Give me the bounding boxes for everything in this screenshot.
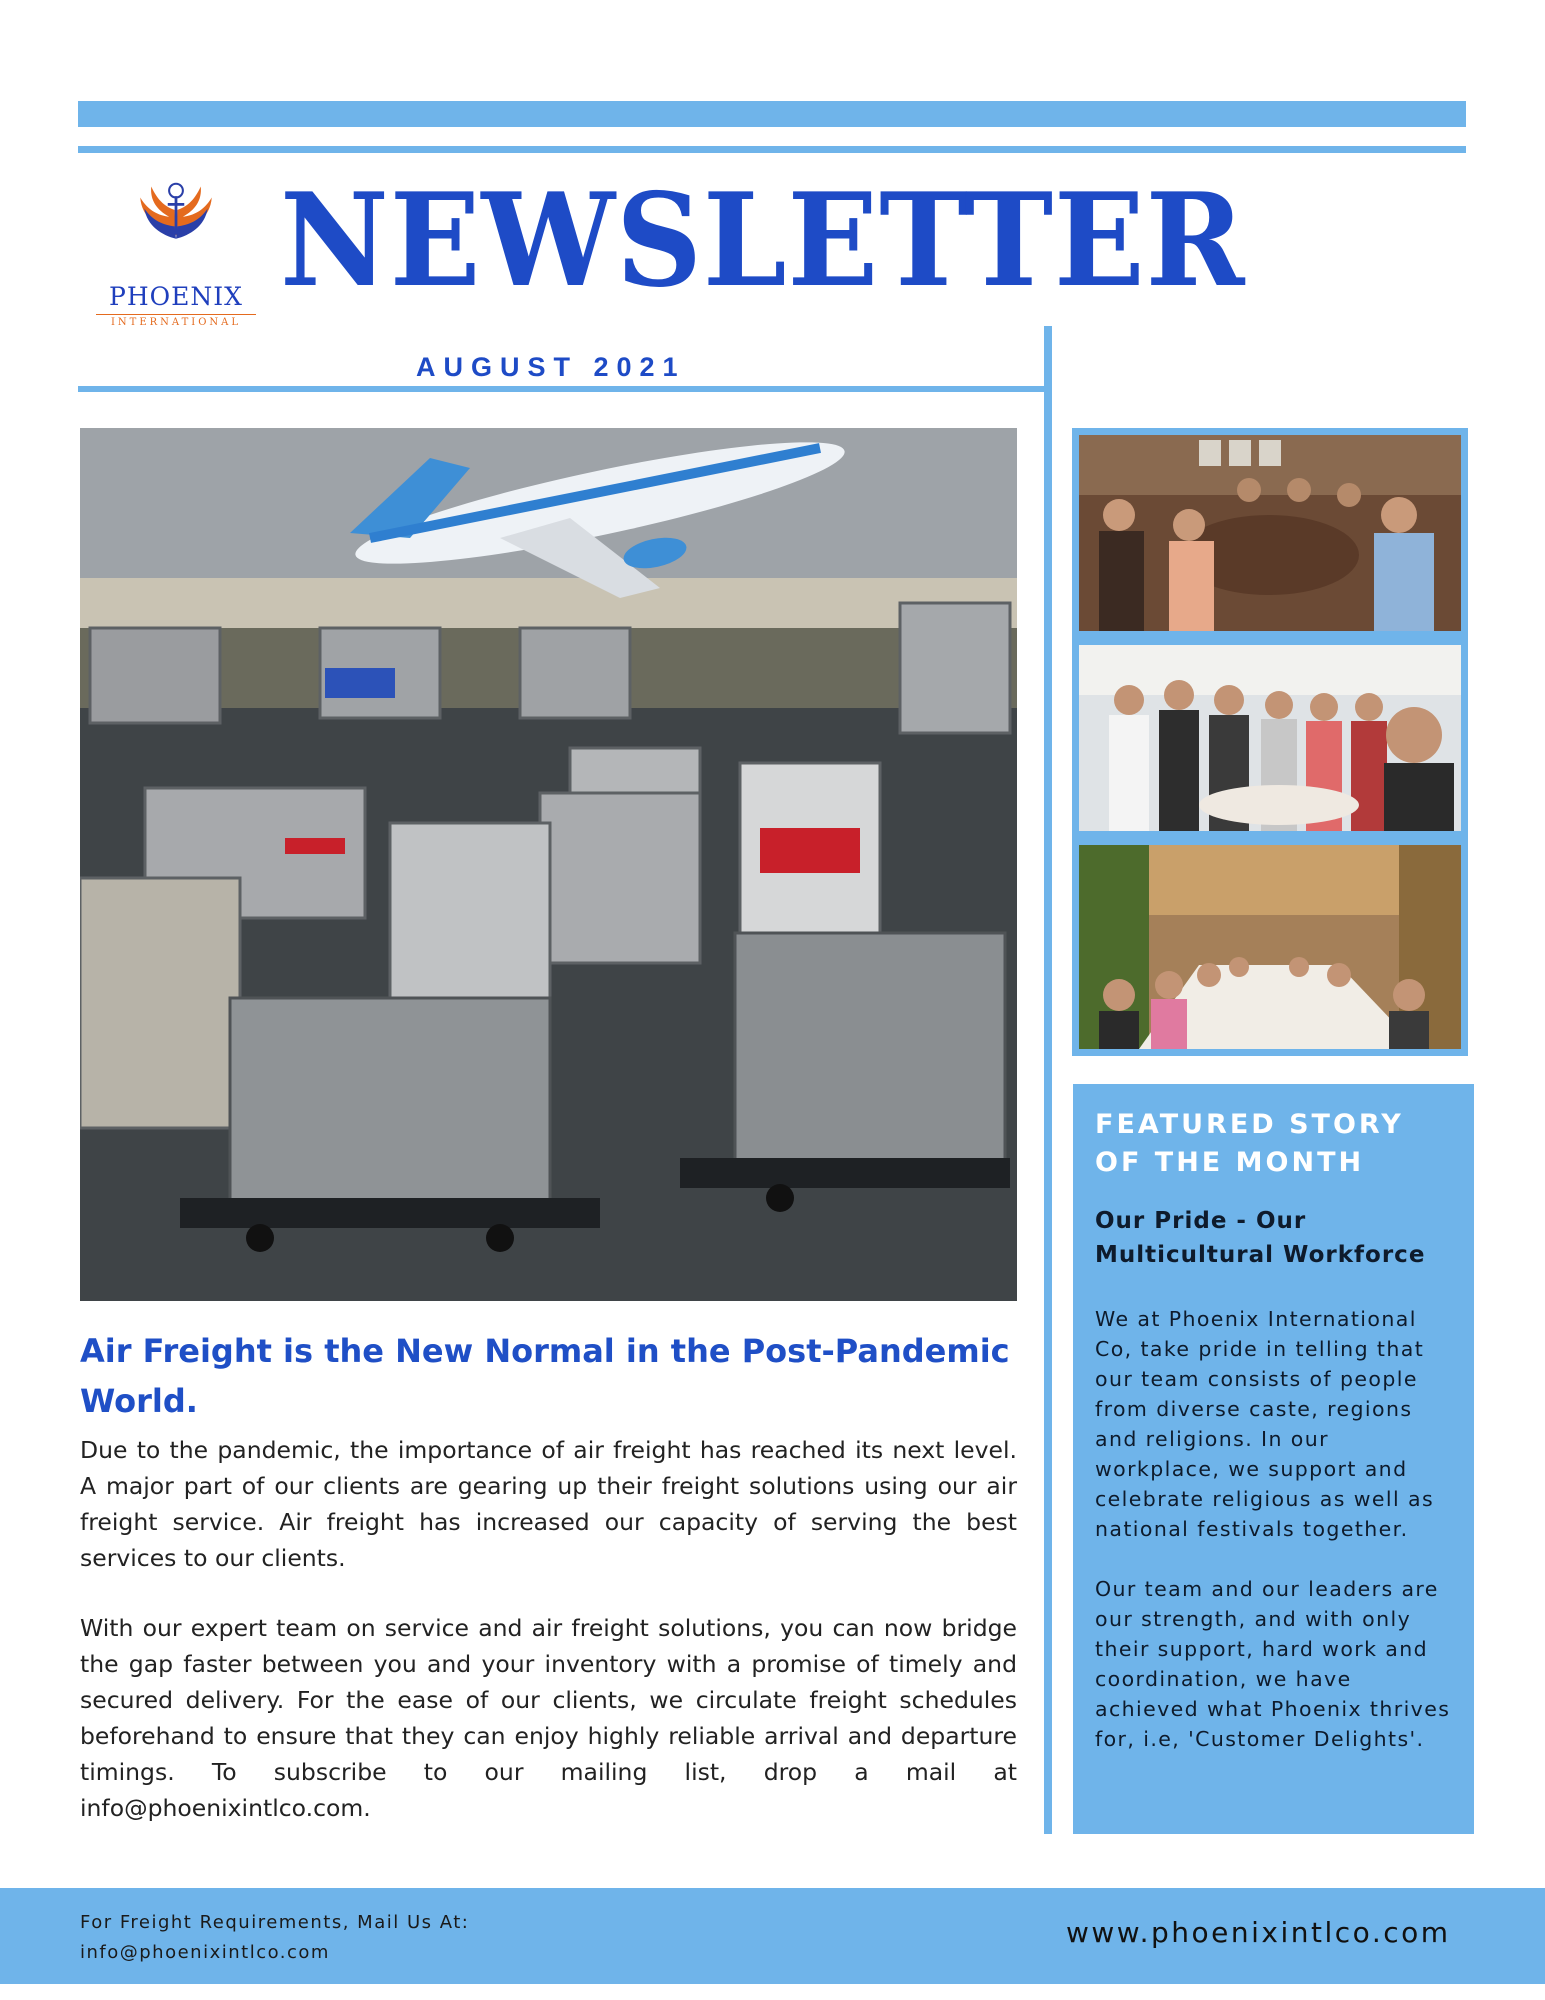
issue-date: AUGUST 2021 [416,352,686,382]
team-gathering-photo [1072,638,1468,838]
team-dinner-photo [1072,428,1468,638]
newsletter-title: NEWSLETTER [280,166,1246,316]
header-bar-thin [78,146,1466,153]
restaurant-party-photo [1072,838,1468,1056]
header-bar-thick [78,101,1466,127]
article-paragraph: With our expert team on service and air freight solutions, you can now bridge the gap faster between you and your inventory with a promise of timely and secured delivery. For the ease of our clients, we circulate freight schedules beforehand to ensure that they can enjoy highly reliable arrival and departure timings. To subscribe to our mailing list, drop a mail at info@phoenixintlco.com. [80,1614,1017,1822]
article-paragraph: Due to the pandemic, the importance of air freight has reached its next level. A major part of our clients are gearing up their freight solutions using our air freight service. Air freight has increased our capacity of serving the best services to our clients. [80,1436,1017,1572]
featured-paragraph: We at Phoenix International Co, take pride in telling that our team consists of people from diverse caste, regions and religions. In our workplace, we support and celebrate religious as well as national festivals together. [1095,1307,1435,1541]
phoenix-emblem-icon [96,170,256,280]
featured-story-box [1073,1084,1474,1834]
logo-subword: INTERNATIONAL [96,314,256,328]
featured-title: Our Pride - Our Multicultural Workforce [1095,1208,1426,1268]
footer-contact-label: For Freight Requirements, Mail Us At: [80,1912,470,1933]
air-freight-hero-image [80,428,1017,1301]
logo-wordmark: PHOENIX [109,282,243,311]
footer-website-link[interactable]: www.phoenixintlco.com [1066,1916,1451,1949]
date-underline [78,386,1045,392]
featured-paragraph: Our team and our leaders are our strength, and with only their support, hard work and coordination, we have achieved what Phoenix thrives for, i.e, 'Customer Delights'. [1095,1577,1451,1751]
featured-kicker: FEATURED STORY OF THE MONTH [1095,1109,1404,1178]
article-headline: Air Freight is the New Normal in the Post-Pandemic World. [80,1332,1010,1420]
column-divider [1044,326,1052,1834]
footer-email-link[interactable]: info@phoenixintlco.com [80,1942,330,1963]
